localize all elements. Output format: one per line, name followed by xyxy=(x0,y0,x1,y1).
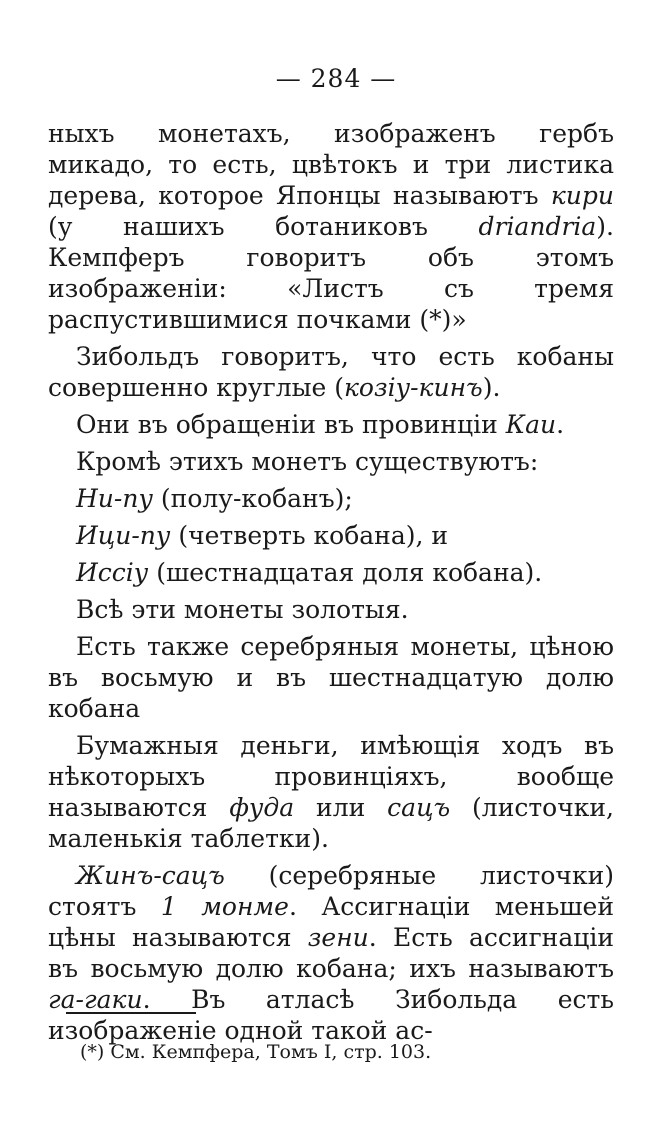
text-run: (полу-кобанъ); xyxy=(152,484,353,513)
text-run: . Ассигнаціи меньшей цѣны называются xyxy=(48,892,615,952)
italic-term: Жинъ-сацъ xyxy=(76,861,225,890)
text-run: Кромѣ этихъ монетъ существуютъ: xyxy=(76,447,539,476)
text-run: ). xyxy=(482,373,501,402)
text-run: ). Кемпферъ говоритъ объ этомъ изображеніи: «Листъ съ тремя распустившимися почками (*)» xyxy=(48,212,614,334)
text-run: Бумажныя деньги, имѣющія ходъ въ нѣкоторыхъ провинціяхъ, вообще называются xyxy=(48,731,614,822)
text-run: Зибольдъ говоритъ, что есть кобаны совершенно круглые ( xyxy=(48,342,614,402)
text-run: Они въ обращеніи въ провинціи xyxy=(76,410,506,439)
paragraph xyxy=(48,631,614,724)
italic-term: зени xyxy=(307,923,369,952)
body-text xyxy=(48,118,614,1052)
text-run: . Въ атласѣ Зибольда есть изображеніе одной такой ас- xyxy=(48,985,614,1045)
paragraph xyxy=(48,409,614,440)
paragraph xyxy=(48,730,614,854)
text-run: ныхъ монетахъ, изображенъ гербъ микадо, то есть, цвѣтокъ и три листика дерева, которое Японцы называютъ xyxy=(48,119,614,210)
italic-term: driandria xyxy=(478,212,597,241)
text-run: или xyxy=(294,793,388,822)
italic-term: сацъ xyxy=(387,793,451,822)
paragraph xyxy=(48,341,614,403)
text-run: (серебряные листочки) стоятъ xyxy=(48,861,614,921)
italic-term: га-гаки xyxy=(48,985,143,1014)
footnote-divider xyxy=(66,1012,196,1014)
paragraph xyxy=(48,557,614,588)
text-run: . Есть ассигнаціи въ восьмую долю кобана; ихъ называютъ xyxy=(48,923,614,983)
text-run: (у нашихъ ботаниковъ xyxy=(48,212,479,241)
footnote: (*) См. Кемпфера, Томъ I, стр. 103. xyxy=(80,1041,432,1063)
paragraph xyxy=(48,118,614,335)
italic-term: Ни-пу xyxy=(76,484,153,513)
italic-term: Иссіу xyxy=(76,558,149,587)
text-run: (листочки, маленькія таблетки). xyxy=(48,793,614,853)
paragraph xyxy=(48,594,614,625)
text-run: Всѣ эти монеты золотыя. xyxy=(76,595,409,624)
italic-term: кири xyxy=(550,181,614,210)
italic-term: 1 монме xyxy=(160,892,289,921)
italic-term: фуда xyxy=(229,793,295,822)
italic-term: Каи xyxy=(505,410,557,439)
italic-term: Ици-пу xyxy=(76,521,171,550)
paragraph xyxy=(48,483,614,514)
page-number: — 284 — xyxy=(275,64,397,93)
italic-term: козіу-кинъ xyxy=(344,373,483,402)
text-run: (четверть кобана), и xyxy=(170,521,449,550)
paragraph xyxy=(48,446,614,477)
text-run: . xyxy=(556,410,565,439)
paragraph xyxy=(48,520,614,551)
text-run: (шестнадцатая доля кобана). xyxy=(148,558,543,587)
paragraph xyxy=(48,860,614,1046)
text-run: Есть также серебряныя монеты, цѣною въ восьмую и въ шестнадцатую долю кобана xyxy=(48,632,614,723)
